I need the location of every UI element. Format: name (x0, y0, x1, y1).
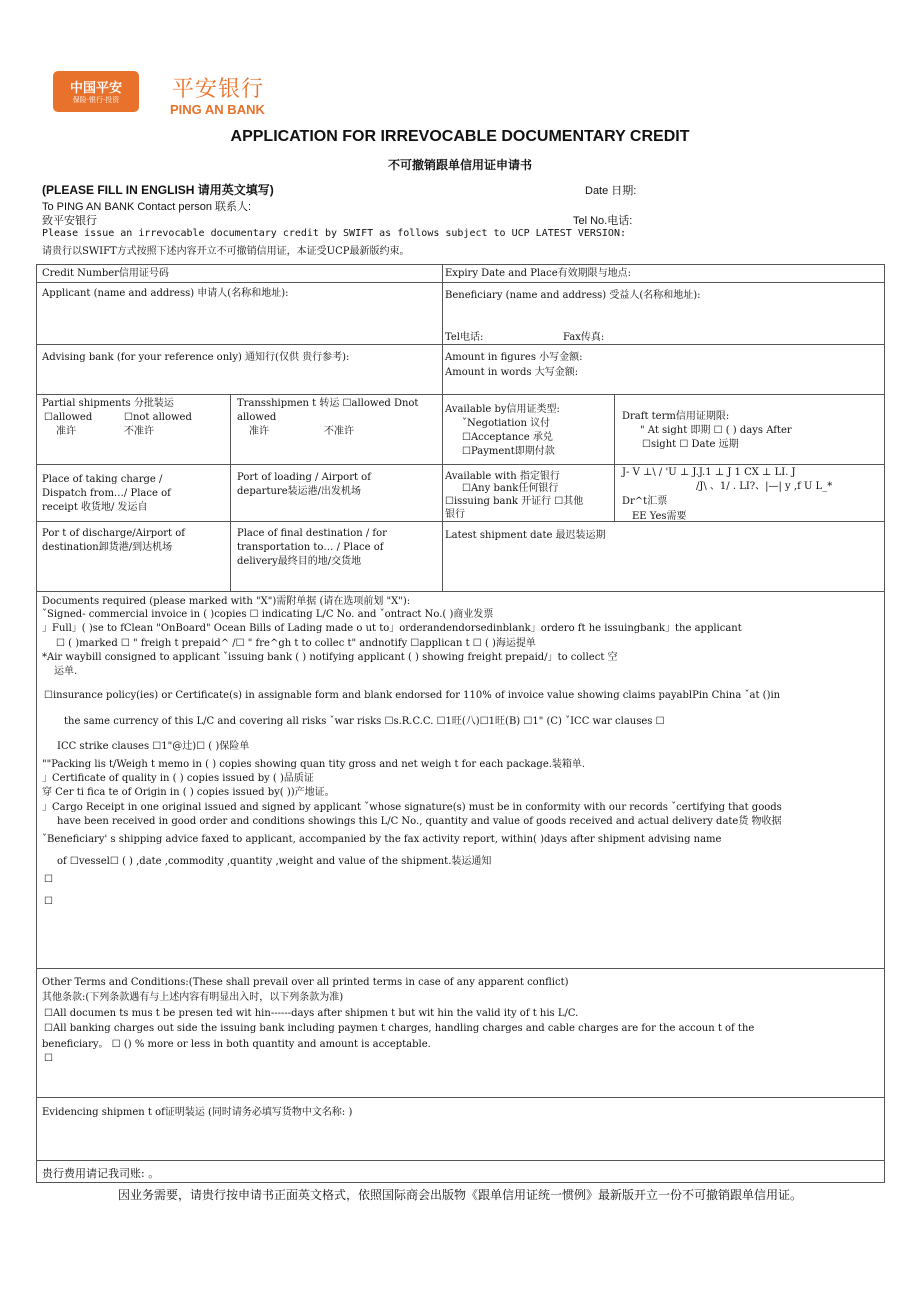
available-with-label: Available with 指定银行 (445, 471, 560, 482)
doc-packing-list[interactable]: ""Packing lis t/Weigh t memo in ( ) copies showing quan tity gross and net weigh t for each package.装箱单. (42, 759, 586, 770)
doc-shipping-advice-2: of ☐vessel☐ ( ) ,date ,commodity ,quantity ,weight and value of the shipment.装运通知 (57, 856, 492, 867)
doc-extra-checkbox-1[interactable]: ☐ (44, 874, 53, 885)
payment-checkbox[interactable]: ☐Payment即期付款 (462, 446, 555, 457)
tel-label: Tel No.电话: (573, 215, 633, 227)
bank-logo (53, 71, 139, 112)
doc-cargo-receipt-2: have been received in good order and conditions showings this L/C No., quantity and value of goods received and actual delivery date货 物收据 (57, 816, 782, 827)
partial-shipments-label: Partial shipments 分批装运 (42, 398, 174, 409)
any-bank-checkbox[interactable]: ☐Any bank任何银行 (462, 483, 559, 494)
doc-insurance-3: ICC strike clauses ☐1"@辻)☐ ( )保险单 (57, 741, 250, 752)
term-presentation[interactable]: ☐All documen ts mus t be presen ted wit hin------days after shipmen t but wit hin the valid ity of t his L/C. (44, 1008, 579, 1019)
draft-required-label: EE Yes需要 (632, 511, 687, 522)
other-terms-title-cn: 其他条款:(下列条款遇有与上述内容有明显出入时，以下列条款为准) (42, 992, 344, 1003)
documents-title: Documents required (please marked with "X")需附单据 (请在选项前划 "X"): (42, 596, 411, 607)
doc-bill-of-lading-1[interactable]: 」Full」( )se to fClean "OnBoard" Ocean Bills of Lading made o ut to」orderandendorsedinblank」ordero ft he issuingbank」the applicant (42, 623, 742, 634)
discharge-line2: destination卸货港/到达机场 (42, 542, 173, 553)
draft-label: Dr^t汇票 (622, 496, 668, 507)
acceptance-checkbox[interactable]: ☐Acceptance 承兑 (462, 432, 553, 443)
issuing-bank-checkbox[interactable]: ☐issuing bank 开证行 ☐其他 (445, 496, 584, 507)
draft-at-sight-option[interactable]: " At sight 即期 ☐ ( ) days After (640, 425, 792, 436)
document-title: APPLICATION FOR IRREVOCABLE DOCUMENTARY CREDIT (230, 128, 690, 145)
taking-charge-line3: receipt 收货地/ 发运自 (42, 502, 148, 513)
term-extra-checkbox[interactable]: ☐ (44, 1053, 53, 1064)
port-loading-line2: departure装运港/出发机场 (237, 486, 361, 497)
applicant-label: Applicant (name and address) 申请人(名称和地址): (42, 288, 289, 299)
fill-english-note: (PLEASE FILL IN ENGLISH 请用英文填写) (42, 183, 274, 197)
doc-air-waybill-2: 运单. (54, 666, 78, 677)
logo-box-bottom-text: 保险·银行·投资 (72, 96, 120, 104)
partial-not-allowed-checkbox[interactable]: ☐not allowed (124, 412, 192, 423)
bank-name-cn: 平安银行 (172, 77, 265, 102)
doc-origin-certificate[interactable]: 穿 Cer ti fica te of Origin in ( ) copies issued by( ))产地证。 (42, 787, 335, 798)
final-destination-line1: Place of final destination / for (237, 528, 387, 539)
advising-bank-label: Advising bank (for your reference only) 通知行(仅供 贵行参考): (42, 352, 350, 363)
doc-extra-checkbox-2[interactable]: ☐ (44, 896, 53, 907)
to-contact-label: To PING AN BANK Contact person 联系人: (42, 201, 252, 213)
latest-shipment-label: Latest shipment date 最迟装运期 (445, 530, 606, 541)
beneficiary-label: Beneficiary (name and address) 受益人(名称和地址): (445, 290, 701, 301)
available-by-label: Available by信用证类型: (445, 404, 560, 415)
drawn-on-line1: J- V ⊥\ / 'U ⊥ J.J.1 ⊥ J 1 CX ⊥ LI. J (622, 467, 796, 478)
draft-usance-option[interactable]: ☐sight ☐ Date 远期 (642, 439, 739, 450)
charges-account-label: 贵行费用请记我司账: 。 (42, 1167, 160, 1180)
transshipment-label[interactable]: Transshipmen t 转运 ☐allowed Dnot (237, 398, 419, 409)
logo-box-top-text: 中国平安 (69, 81, 122, 96)
footer-note: 因业务需要，请贵行按申请书正面英文格式，依照国际商会出版物《跟单信用证统一惯例》最新版开立一份不可撤销跟单信用证。 (117, 1188, 802, 1202)
discharge-line1: Por t of discharge/Airport of (42, 528, 185, 539)
doc-shipping-advice-1[interactable]: ˇBeneficiary' s shipping advice faxed to applicant, accompanied by the fax activity report, within( )days after shipment advising name (42, 834, 722, 845)
drawn-on-line2: /J\ 、1/ . LI?、|—| y ,f U L_* (696, 481, 833, 492)
instruction-cn: 请贵行以SWIFT方式按照下述内容开立不可撤销信用证，本证受UCP最新版约束。 (42, 246, 410, 257)
to-bank-cn: 致平安银行 (42, 215, 97, 227)
doc-invoice[interactable]: ˇSigned- commercial invoice in ( )copies ☐ indicating L/C No. and ˇontract No.( )商业发票 (42, 609, 494, 620)
other-bank-label: 银行 (445, 509, 465, 520)
final-destination-line2: transportation to… / Place of (237, 542, 384, 553)
taking-charge-line2: Dispatch from…/ Place of (42, 488, 171, 499)
partial-not-allowed-cn: 不准许 (124, 426, 154, 437)
negotiation-checkbox[interactable]: ˇNegotiation 议付 (462, 418, 551, 429)
document-subtitle: 不可撤销跟单信用证申请书 (387, 158, 532, 172)
bank-name-en: PING AN BANK (170, 102, 265, 117)
term-banking-charges-1[interactable]: ☐All banking charges out side the issuing bank including paymen t charges, handling charges and cable charges are for the accoun t of the (44, 1023, 755, 1034)
taking-charge-line1: Place of taking charge / (42, 474, 163, 485)
transshipment-line2: allowed (237, 412, 277, 423)
other-terms-title: Other Terms and Conditions:(These shall prevail over all printed terms in case of any apparent conflict) (42, 977, 569, 988)
instruction-en: Please issue an irrevocable documentary credit by SWIFT as follows subject to UCP LATEST VERSION: (42, 228, 626, 239)
beneficiary-tel-label: Tel电话: (445, 332, 484, 343)
doc-cargo-receipt-1[interactable]: 」Cargo Receipt in one original issued and signed by applicant ˇwhose signature(s) must be in conformity with our records ˇcertifying that goods (42, 802, 782, 813)
doc-bill-of-lading-2: ☐ ( )marked ☐ " freigh t prepaid^ /☐ " fre^gh t to collec t" andnotify ☐applican t ☐ ( )海运提单 (56, 638, 536, 649)
expiry-label: Expiry Date and Place有效期限与地点: (445, 268, 632, 279)
partial-allowed-cn: 准许 (56, 426, 76, 437)
beneficiary-fax-label: Fax传真: (563, 332, 605, 343)
draft-term-label: Draft term信用证期限: (622, 411, 730, 422)
credit-number-label: Credit Number信用证号码 (42, 268, 169, 279)
term-banking-charges-2: beneficiary。 ☐ () % more or less in both quantity and amount is acceptable. (42, 1039, 431, 1050)
final-destination-line3: delivery最终目的地/交货地 (237, 556, 362, 567)
amount-figures-label: Amount in figures 小写金额: (445, 352, 583, 363)
port-loading-line1: Port of loading / Airport of (237, 472, 371, 483)
transshipment-allowed-cn: 准许 (249, 426, 269, 437)
doc-insurance-2: the same currency of this L/C and covering all risks ˇwar risks ☐s.R.C.C. ☐1旺(八)☐1旺(B) ☐1" (C) ˇICC war clauses ☐ (64, 716, 665, 727)
evidencing-shipment-label: Evidencing shipmen t of证明装运 (同时请务必填写货物中文名称: ) (42, 1107, 353, 1118)
partial-allowed-checkbox[interactable]: ☐allowed (44, 412, 93, 423)
doc-quality-certificate[interactable]: 」Certificate of quality in ( ) copies issued by ( )品质证 (42, 773, 314, 784)
date-label: Date 日期: (585, 185, 637, 197)
doc-air-waybill-1[interactable]: *Air waybill consigned to applicant ˇissuing bank ( ) notifying applicant ( ) showing freight prepaid/」to collect 空 (42, 652, 618, 663)
doc-insurance-1[interactable]: ☐insurance policy(ies) or Certificate(s) in assignable form and blank endorsed for 110% of invoice value showing claims payablPin China ˇat ()in (44, 690, 781, 701)
transshipment-not-allowed-cn: 不准许 (324, 426, 354, 437)
amount-words-label: Amount in words 大写金额: (445, 367, 579, 378)
